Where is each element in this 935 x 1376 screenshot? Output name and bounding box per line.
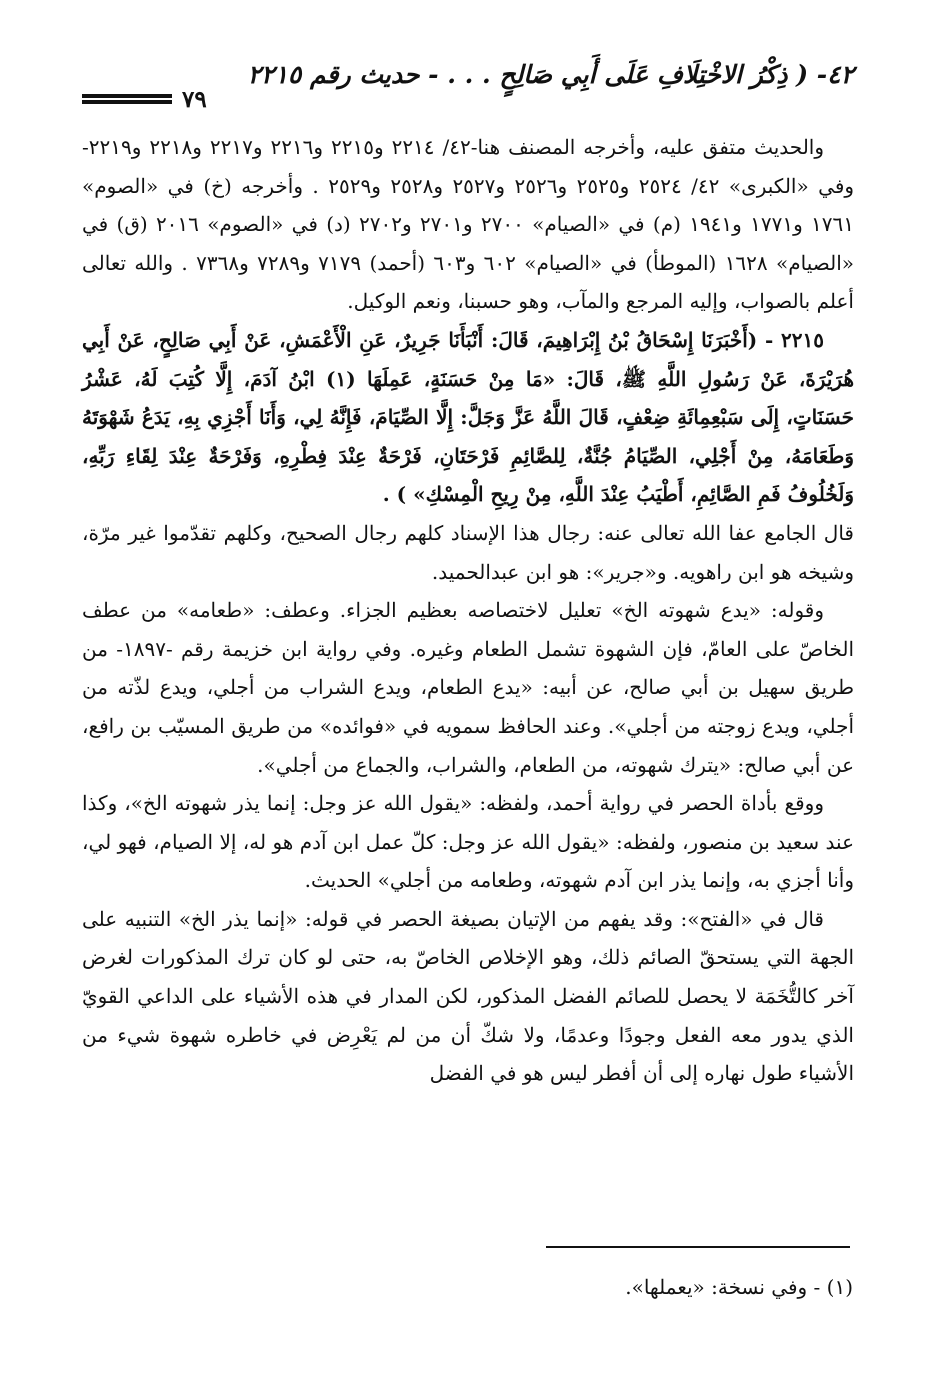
hadith-text: ٢٢١٥ - (أَخْبَرَنَا إِسْحَاقُ بْنُ إِبْرَاهِيمَ، قَالَ: أَنْبَأَنَا جَرِيرٌ، عَنِ الْأَعْمَشِ، عَنْ أَبِي صَالِحٍ، عَنْ أَبِي هُرَيْرَةَ، عَنْ رَسُولِ اللَّهِ ﷺ، قَالَ: «مَا مِنْ حَسَنَةٍ، عَمِلَهَا (١) ابْنُ آدَمَ، إِلَّا كُتِبَ لَهُ، عَشْرُ حَسَنَاتٍ، إِلَى سَبْعِمِائَةِ ضِعْفٍ، قَالَ اللَّهُ عَزَّ وَجَلَّ: إِلَّا الصِّيَامَ، فَإِنَّهُ لِي، وَأَنَا أَجْزِي بِهِ، يَدَعُ شَهْوَتَهُ وَطَعَامَهُ، مِنْ أَجْلِي، الصِّيَامُ جُنَّةٌ، لِلصَّائِمِ فَرْحَتَانِ، فَرْحَةٌ عِنْدَ فِطْرِهِ، وَفَرْحَةٌ عِنْدَ لِقَاءِ رَبِّهِ، وَلَخُلُوفُ فَمِ الصَّائِمِ، أَطْيَبُ عِنْدَ اللَّهِ، مِنْ رِيحِ الْمِسْكِ» ) . [82,327,854,507]
chapter-title: ٤٢- ( ذِكْرُ الاخْتِلَافِ عَلَى أَبِي صَالِحٍ . . . - حديث رقم ٢٢١٥ [247,60,854,89]
paragraph: ووقع بأداة الحصر في رواية أحمد، ولفظه: «يقول الله عز وجل: إنما يذر شهوته الخ»، وكذا عند سعيد بن منصور، ولفظه: «يقول الله عز وجل: كلّ عمل ابن آدم هو له، إلا الصيام، فهو لي، وأنا أجزي به، وإنما يذر ابن آدم شهوته، وطعامه من أجلي» الحديث. [82,791,854,893]
paragraph: قال في «الفتح»: وقد يفهم من الإتيان بصيغة الحصر في قوله: «إنما يذر الخ» التنبيه على الجهة التي يستحقّ الصائم ذلك، وهو الإخلاص الخاصّ به، حتى لو كان ترك المذكورات لغرض آخر كالتُّخَمَة لا يحصل للصائم الفضل المذكور، لكن المدار في هذه الأشياء على الداعي القويّ الذي يدور معه الفعل وجودًا وعدمًا، ولا شكّ أن من لم يَعْرِض في خاطره شهوة شيء من الأشياء طول نهاره إلى أن أفطر ليس هو في الفضل [82,906,854,1086]
header-rule [82,100,172,104]
page-body [82,128,854,1093]
footnote: (١) - وفي نسخة: «يعملها». [625,1275,853,1299]
page-header [82,58,854,113]
footnote-divider [546,1246,850,1248]
paragraph: والحديث متفق عليه، وأخرجه المصنف هنا-٤٢/ ٢٢١٤ و٢٢١٥ و٢٢١٦ و٢٢١٧ و٢٢١٨ و٢٢١٩- وفي «الكبرى» ٤٢/ ٢٥٢٤ و٢٥٢٥ و٢٥٢٦ و٢٥٢٧ و٢٥٢٨ و٢٥٢٩ . وأخرجه (خ) في «الصوم» ١٧٦١ و١٧٧١ و١٩٤١ (م) في «الصيام» ٢٧٠٠ و٢٧٠١ و٢٧٠٢ (د) في «الصوم» ٢٠١٦ (ق) في «الصيام» ١٦٢٨ (الموطأ) في «الصيام» ٦٠٢ و٦٠٣ (أحمد) ٧١٧٩ و٧٢٨٩ و٧٣٦٨ . والله تعالى أعلم بالصواب، وإليه المرجع والمآب، وهو حسبنا، ونعم الوكيل. [82,135,855,314]
paragraph: وقوله: «يدع شهوته الخ» تعليل لاختصاصه بعظيم الجزاء. وعطف: «طعامه» من عطف الخاصّ على العامّ، فإن الشهوة تشمل الطعام وغيره. وفي رواية ابن خزيمة رقم -١٨٩٧- من طريق سهيل بن أبي صالح، عن أبيه: «يدع الطعام، ويدع الشراب من أجلي، ويدع لذّته من أجلي، ويدع زوجته من أجلي». وعند الحافظ سمويه في «فوائده» من طريق المسيّب بن رافع، عن أبي صالح: «يترك شهوته، من الطعام، والشراب، والجماع من أجلي». [82,598,854,777]
paragraph: قال الجامع عفا الله تعالى عنه: رجال هذا الإسناد كلهم رجال الصحيح، وكلهم تقدّموا غير مرّة، وشيخه هو ابن راهويه. و«جرير»: هو ابن عبدالحميد. [82,520,854,584]
page [82,58,854,1093]
header-rule [82,94,172,98]
page-number: ٧٩ [182,86,207,113]
